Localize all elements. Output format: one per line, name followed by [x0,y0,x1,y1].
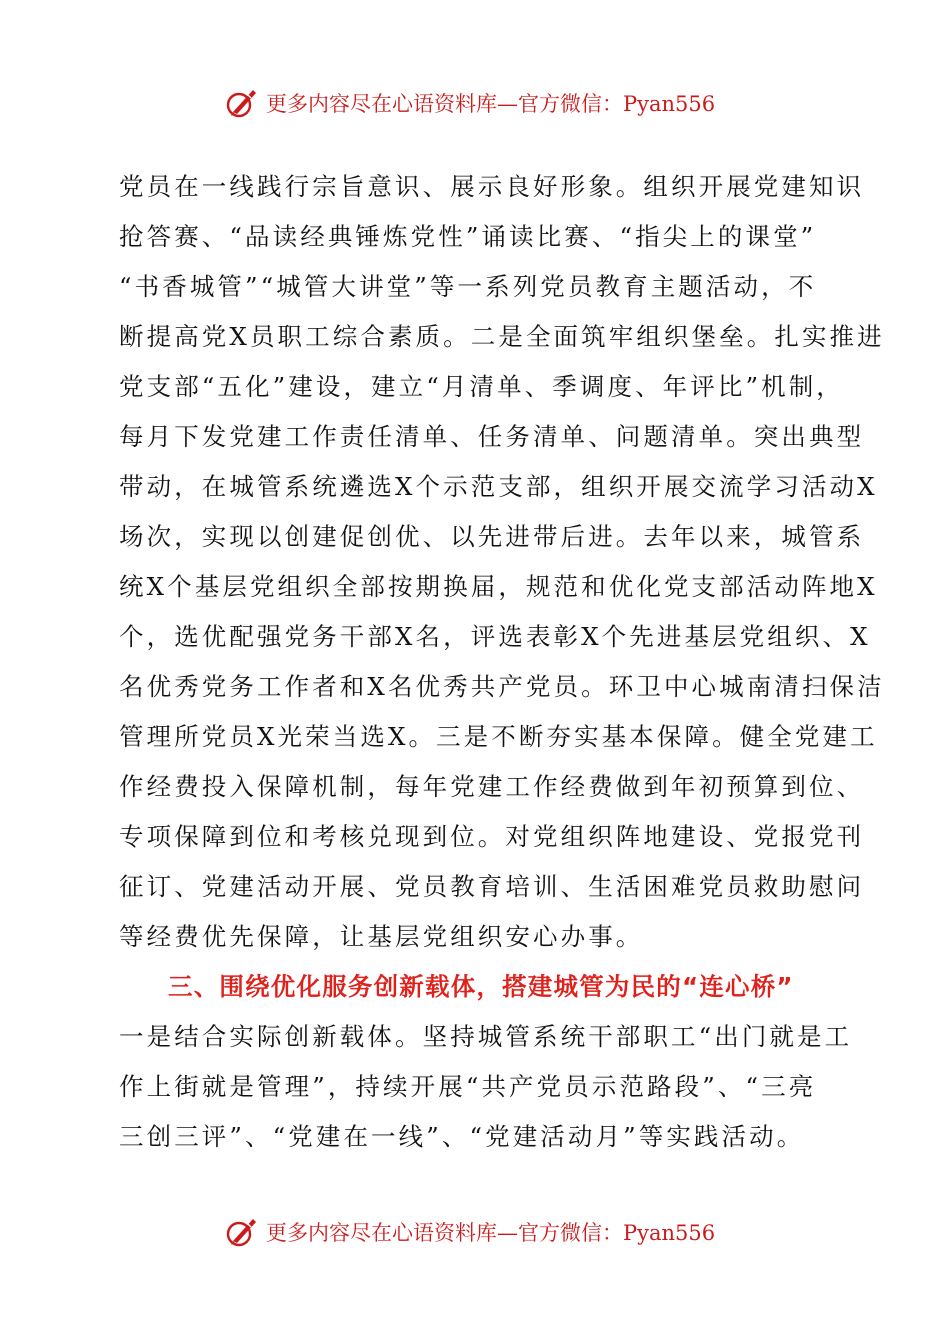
body-line: 等经费优先保障，让基层党组织安心办事。 [119,922,644,951]
document-body [119,162,885,1162]
body-line: 断提高党X员职工综合素质。二是全面筑牢组织堡垒。扎实推进 [119,322,885,351]
body-line: 三创三评”、“党建在一线”、“党建活动月”等实践活动。 [119,1122,805,1151]
body-line: 一是结合实际创新载体。坚持城管系统干部职工“出门就是工 [119,1022,853,1051]
body-line: 作经费投入保障机制，每年党建工作经费做到年初预算到位、 [119,772,865,801]
body-line: 场次，实现以创建促创优、以先进带后进。去年以来，城管系 [119,522,865,551]
body-line: 专项保障到位和考核兑现到位。对党组织阵地建设、党报党刊 [119,822,865,851]
footer-watermark-banner [224,1212,744,1252]
body-line: 作上街就是管理”，持续开展“共产党员示范路段”、“三亮 [119,1072,817,1101]
pen-quill-logo-icon [224,1214,260,1250]
body-line: “书香城管”“城管大讲堂”等一系列党员教育主题活动，不 [119,272,817,301]
body-line: 每月下发党建工作责任清单、任务清单、问题清单。突出典型 [119,422,865,451]
body-line: 抢答赛、“品读经典锤炼党性”诵读比赛、“指尖上的课堂” [119,222,817,251]
body-line: 个，选优配强党务干部X名，评选表彰X个先进基层党组织、X [119,622,871,651]
pen-quill-logo-icon [224,85,260,121]
header-watermark-banner [224,83,744,123]
watermark-text: 更多内容尽在心语资料库—官方微信：Pyan556 [266,1221,716,1245]
body-line: 统X个基层党组织全部按期换届，规范和优化党支部活动阵地X [119,572,878,601]
body-line: 征订、党建活动开展、党员教育培训、生活困难党员救助慰问 [119,872,865,901]
body-line: 党支部“五化”建设，建立“月清单、季调度、年评比”机制， [119,372,844,401]
watermark-text: 更多内容尽在心语资料库—官方微信：Pyan556 [266,92,716,116]
body-line: 管理所党员X光荣当选X。三是不断夯实基本保障。健全党建工 [119,722,878,751]
body-line: 党员在一线践行宗旨意识、展示良好形象。组织开展党建知识 [119,172,865,201]
section-heading: 三、围绕优化服务创新载体，搭建城管为民的“连心桥” [168,972,794,1001]
body-line: 带动，在城管系统遴选X个示范支部，组织开展交流学习活动X [119,472,878,501]
body-line: 名优秀党务工作者和X名优秀共产党员。环卫中心城南清扫保洁 [119,672,885,701]
